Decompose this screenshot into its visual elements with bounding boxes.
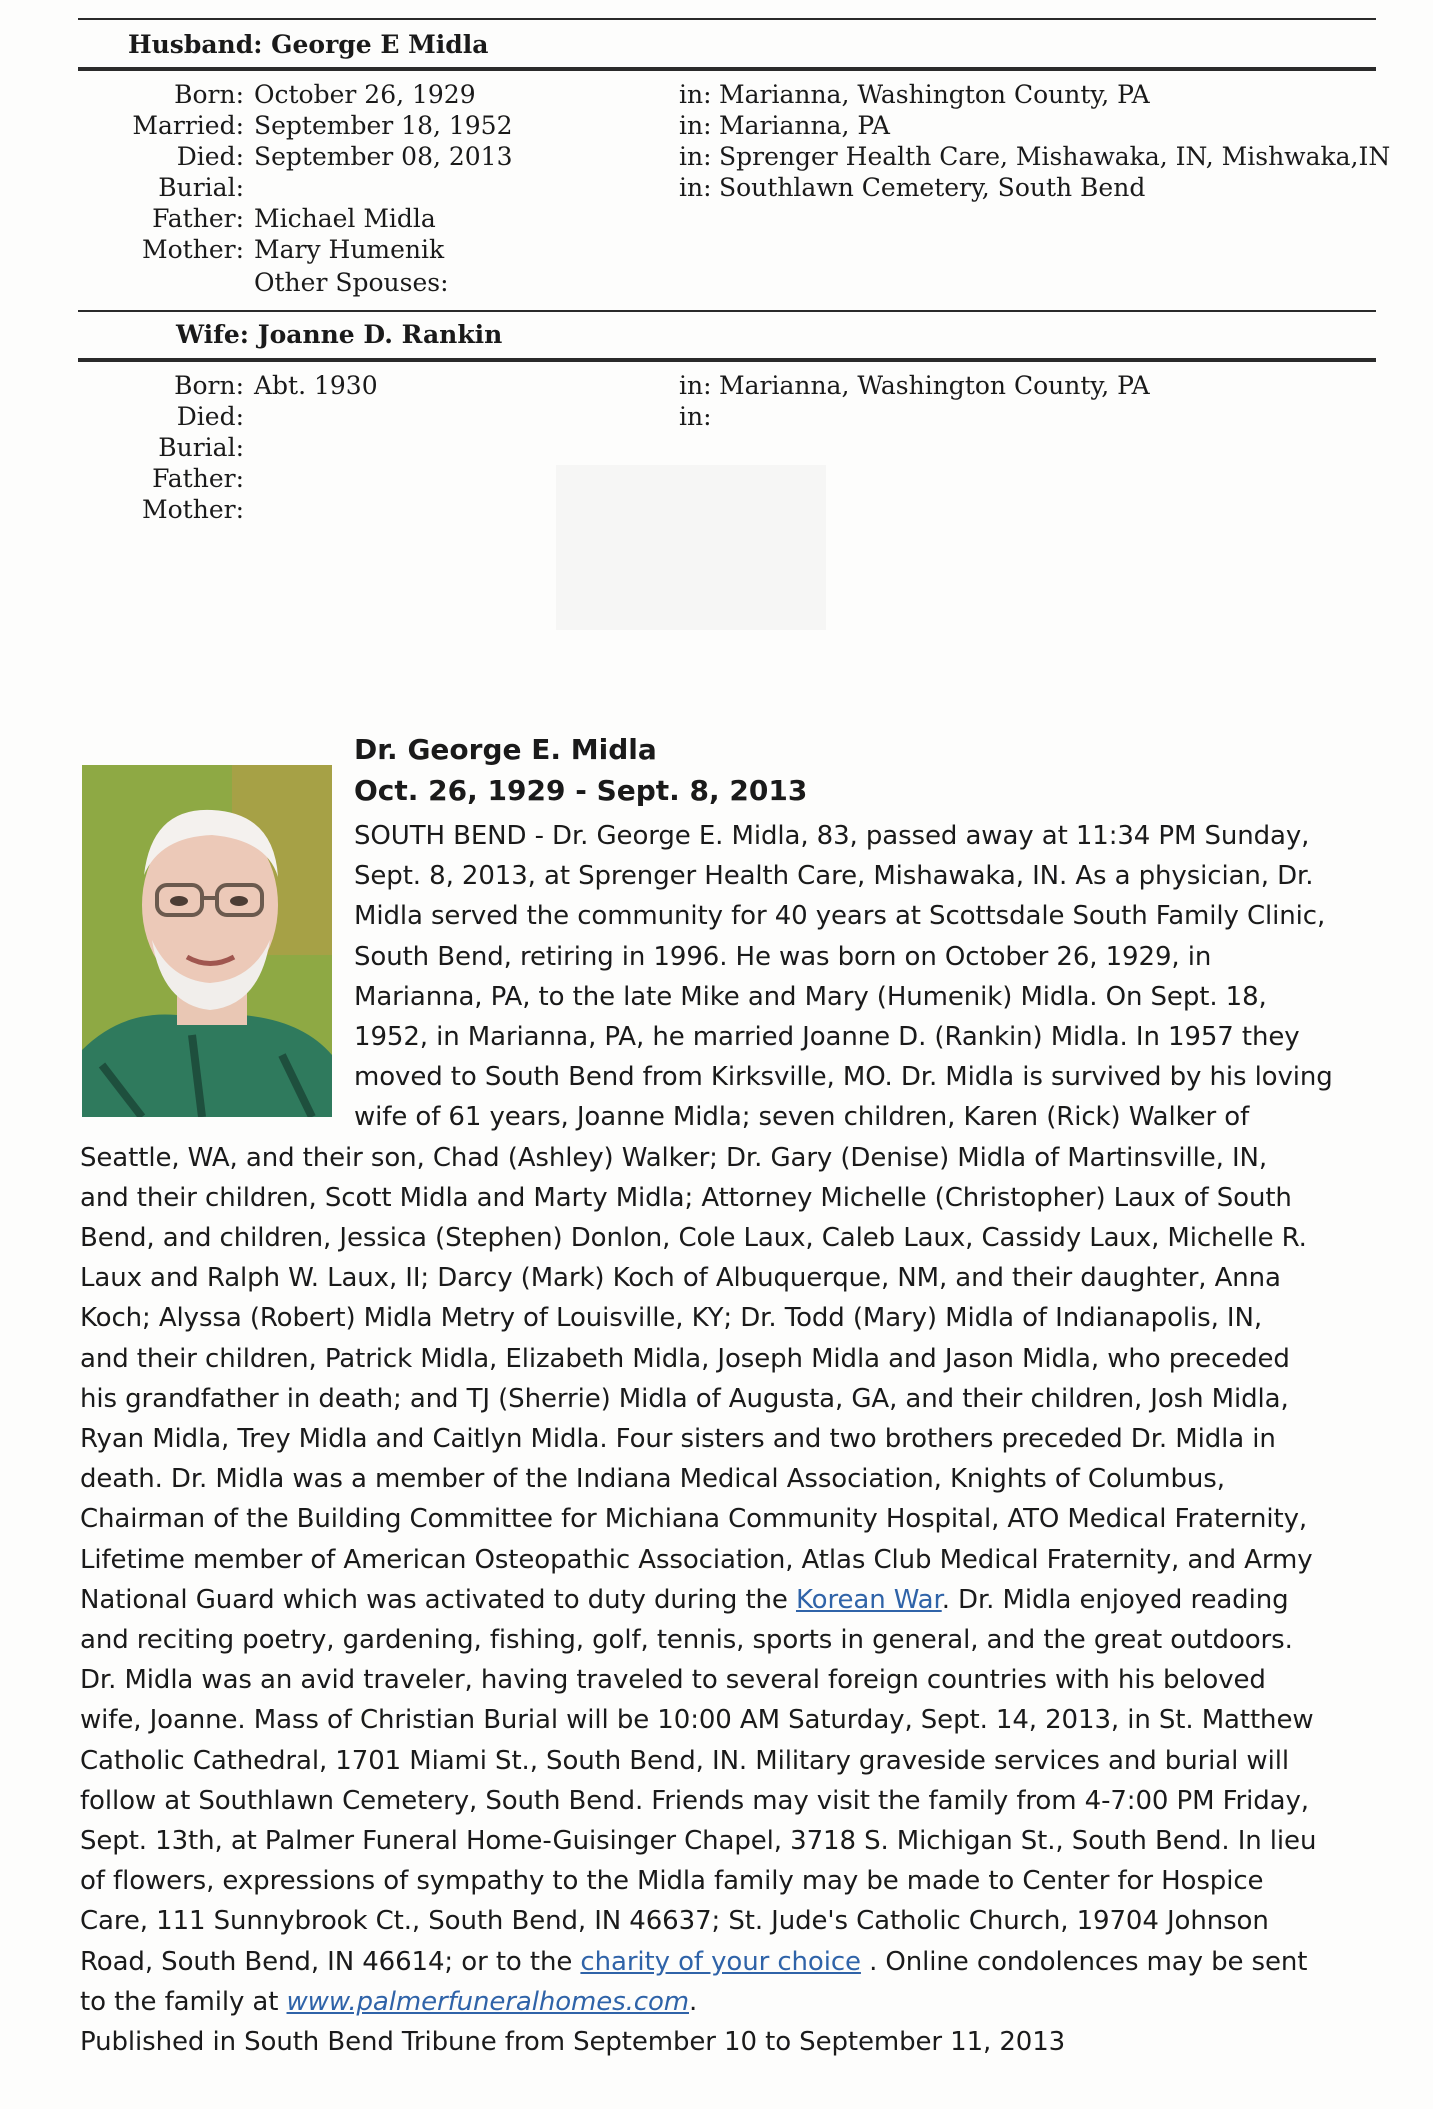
obituary-line [80, 1298, 1262, 1338]
field-value: Michael Midla [254, 204, 436, 233]
field-value: October 26, 1929 [254, 80, 476, 109]
husband-row [0, 79, 1433, 110]
obituary-text: Ryan Midla, Trey Midla and Caitlyn Midla. Four sisters and two brothers preceded Dr. Midla in [80, 1424, 1276, 1454]
obituary-line [80, 1499, 1307, 1539]
obituary-line [80, 1660, 1266, 1700]
scan-smudge [556, 465, 826, 630]
place-value: Marianna, Washington County, PA [719, 80, 1150, 109]
field-label: Mother: [142, 235, 244, 264]
place-value: Sprenger Health Care, Mishawaka, IN, Mishwaka,IN [719, 142, 1391, 171]
field-label: Father: [152, 204, 244, 233]
obituary-line [80, 1459, 1225, 1499]
obituary-dates: Oct. 26, 1929 - Sept. 8, 2013 [354, 774, 808, 807]
obituary-name: Dr. George E. Midla [354, 733, 657, 766]
husband-heading [128, 30, 488, 59]
field-value: September 08, 2013 [254, 142, 513, 171]
obituary-line [354, 816, 1309, 856]
obituary-line [354, 896, 1325, 936]
obituary-line [80, 1580, 1289, 1620]
husband-row [0, 110, 1433, 141]
obituary-line [354, 937, 1211, 977]
obituary-line [80, 1258, 1281, 1298]
obituary-text: Lifetime member of American Osteopathic Association, Atlas Club Medical Fraternity, and Army [80, 1544, 1313, 1575]
obituary-line [354, 856, 1313, 896]
husband-heading-label: Husband: [128, 30, 263, 59]
obituary-text: Care, 111 Sunnybrook Ct., South Bend, IN 46637; St. Jude's Catholic Church, 19704 Johnson [80, 1906, 1269, 1937]
obituary-text: Marianna, PA, to the late Mike and Mary (Humenik) Midla. On Sept. 18, [354, 981, 1267, 1012]
obituary-text: of flowers, expressions of sympathy to the Midla family may be made to Center for Hospice [80, 1866, 1264, 1897]
place-value: Marianna, Washington County, PA [719, 371, 1150, 400]
place-label: in: [679, 173, 712, 202]
obituary-line [80, 1379, 1289, 1419]
obituary-line [80, 1138, 1267, 1178]
husband-row [0, 234, 1433, 265]
obituary-line [80, 1700, 1314, 1740]
obituary-line [80, 1942, 1307, 1982]
obituary-text: death. Dr. Midla was a member of the Indiana Medical Association, Knights of Columbus, [80, 1464, 1225, 1495]
obituary-line [80, 1741, 1289, 1781]
field-label: Burial: [158, 433, 244, 462]
field-label: Married: [132, 111, 244, 140]
obituary-text: Koch; Alyssa (Robert) Midla Metry of Louisville, KY; Dr. Todd (Mary) Midla of Indianapolis, IN, [80, 1303, 1262, 1334]
place-label: in: [679, 402, 712, 431]
field-label: Born: [174, 80, 244, 109]
husband-rule [78, 67, 1376, 71]
obituary-text: SOUTH BEND - Dr. George E. Midla, 83, passed away at 11:34 PM Sunday, [354, 821, 1310, 851]
obituary-text: Laux and Ralph W. Laux, II; Darcy (Mark) Koch of Albuquerque, NM, and their daughter, Anna [80, 1263, 1281, 1294]
obituary-text: 1952, in Marianna, PA, he married Joanne D. (Rankin) Midla. In 1957 they [354, 1022, 1300, 1052]
obituary-line [80, 1620, 1293, 1660]
obituary-text: National Guard which was activated to duty during the [80, 1584, 796, 1615]
husband-row [0, 203, 1433, 234]
published-note: Published in South Bend Tribune from September 10 to September 11, 2013 [80, 2027, 1066, 2057]
published-line [80, 2022, 1065, 2062]
obituary-line [354, 977, 1267, 1017]
obituary-text: Dr. Midla was an avid traveler, having traveled to several foreign countries with his beloved [80, 1665, 1266, 1696]
obituary-text: Catholic Cathedral, 1701 Miami St., South Bend, IN. Military graveside services and burial will [80, 1745, 1289, 1776]
top-rule [78, 18, 1376, 20]
obituary-text: South Bend, retiring in 1996. He was born on October 26, 1929, in [354, 941, 1212, 972]
field-value: Mary Humenik [254, 235, 445, 264]
field-label: Born: [174, 371, 244, 400]
wife-name: Joanne D. Rankin [257, 320, 503, 349]
obituary-line [80, 1339, 1290, 1379]
obituary-text: Midla served the community for 40 years at Scottsdale South Family Clinic, [354, 901, 1326, 932]
obituary-line [80, 1781, 1309, 1821]
wife-rule [78, 358, 1376, 362]
field-value: September 18, 1952 [254, 111, 513, 140]
field-value: Abt. 1930 [254, 371, 378, 400]
portrait-illustration [82, 765, 332, 1117]
obituary-text: wife, Joanne. Mass of Christian Burial will be 10:00 AM Saturday, Sept. 14, 2013, in St. Matthew [80, 1705, 1314, 1736]
obituary-line [80, 1901, 1269, 1941]
obituary-line [80, 1861, 1263, 1901]
field-label: Died: [176, 142, 244, 171]
obituary-text: and their children, Scott Midla and Marty Midla; Attorney Michelle (Christopher) Laux of South [80, 1182, 1292, 1213]
obituary-line [354, 1017, 1300, 1057]
other-spouses-label: Other Spouses: [254, 268, 449, 297]
field-label: Burial: [158, 173, 244, 202]
obituary-line [80, 1419, 1276, 1459]
obituary-line [80, 1982, 697, 2022]
obituary-text: . [689, 1986, 698, 2017]
obituary-text: . Online condolences may be sent [860, 1946, 1308, 1977]
wife-row [0, 370, 1433, 401]
wife-heading-label: Wife: [176, 320, 250, 349]
wife-top-rule [78, 310, 1376, 312]
obituary-text: moved to South Bend from Kirksville, MO. Dr. Midla is survived by his loving [354, 1062, 1333, 1093]
obituary-text: Bend, and children, Jessica (Stephen) Donlon, Cole Laux, Caleb Laux, Cassidy Laux, Michelle R. [80, 1223, 1307, 1253]
place-label: in: [679, 142, 712, 171]
obituary-text: Seattle, WA, and their son, Chad (Ashley) Walker; Dr. Gary (Denise) Midla of Martinsville, IN, [80, 1142, 1268, 1173]
obituary-text: follow at Southlawn Cemetery, South Bend. Friends may visit the family from 4-7:00 PM Friday, [80, 1785, 1309, 1816]
obituary-line [80, 1218, 1307, 1258]
obituary-text: to the family at [80, 1986, 287, 2017]
obituary-line [80, 1178, 1292, 1218]
obituary-text: his grandfather in death; and TJ (Sherrie) Midla of Augusta, GA, and their children, Josh Midla, [80, 1383, 1289, 1414]
korean-war-link[interactable]: Korean War [795, 1584, 942, 1615]
obituary-text: . Dr. Midla enjoyed reading [941, 1584, 1289, 1615]
obituary-text: Sept. 8, 2013, at Sprenger Health Care, Mishawaka, IN. As a physician, Dr. [354, 861, 1314, 892]
husband-row [0, 141, 1433, 172]
place-label: in: [679, 371, 712, 400]
husband-row [0, 172, 1433, 203]
place-value: Marianna, PA [719, 111, 890, 140]
obituary-text: wife of 61 years, Joanne Midla; seven children, Karen (Rick) Walker of [354, 1102, 1250, 1133]
field-label: Died: [176, 402, 244, 431]
obituary-line [80, 1540, 1312, 1580]
wife-heading [176, 320, 502, 349]
obituary-line [354, 1057, 1333, 1097]
obituary-text: Sept. 13th, at Palmer Funeral Home-Guisinger Chapel, 3718 S. Michigan St., South Bend. In lieu [80, 1826, 1317, 1856]
obituary-text: Road, South Bend, IN 46614; or to the [80, 1946, 581, 1977]
portrait-photo [82, 765, 332, 1117]
obituary-line [80, 1821, 1316, 1861]
field-label: Father: [152, 464, 244, 493]
field-label: Mother: [142, 495, 244, 524]
charity-link[interactable]: charity of your choice [580, 1946, 861, 1977]
funeral-home-website-link[interactable]: www.palmerfuneralhomes.com [286, 1986, 689, 2017]
wife-row [0, 432, 1433, 463]
obituary-text: and reciting poetry, gardening, fishing, golf, tennis, sports in general, and the great outdoors. [80, 1625, 1293, 1655]
place-label: in: [679, 111, 712, 140]
place-value: Southlawn Cemetery, South Bend [719, 173, 1146, 202]
obituary-text: and their children, Patrick Midla, Elizabeth Midla, Joseph Midla and Jason Midla, who preceded [80, 1343, 1290, 1374]
place-label: in: [679, 80, 712, 109]
husband-name: George E Midla [271, 30, 489, 59]
obituary-line [354, 1097, 1249, 1137]
obituary-text: Chairman of the Building Committee for Michiana Community Hospital, ATO Medical Fraternity, [80, 1504, 1308, 1535]
wife-row [0, 401, 1433, 432]
